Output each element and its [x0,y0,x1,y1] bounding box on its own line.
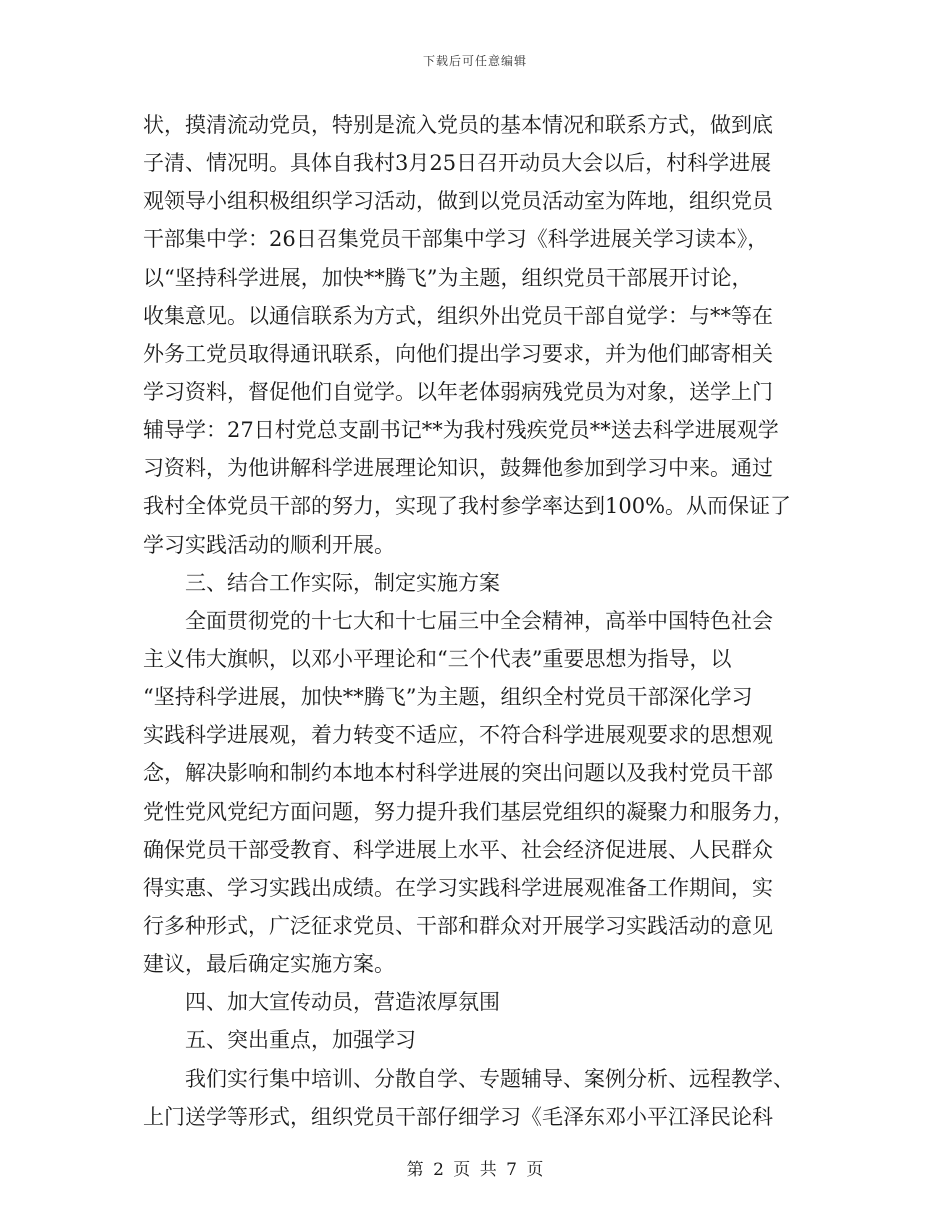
text-line: 状，摸清流动党员，特别是流入党员的基本情况和联系方式，做到底 [143,113,773,137]
text-line: 上门送学等形式，组织党员干部仔细学习《毛泽东邓小平江泽民论科 [143,1104,773,1129]
text-line: 四、加大宣传动员，营造浓厚氛围 [185,990,500,1015]
text-line: 观领导小组积极组织学习活动，做到以党员活动室为阵地，组织党员 [143,189,773,214]
text-line: 三、结合工作实际，制定实施方案 [185,570,500,595]
text-line: “坚持科学进展，加快**腾飞”为主题，组织全村党员干部深化学习 [143,685,753,710]
text-line: 我们实行集中培训、分散自学、专题辅导、案例分析、远程教学、 [185,1066,794,1091]
page-header: 下载后可任意编辑 [422,54,527,68]
text-line: 主义伟大旗帜，以邓小平理论和“三个代表”重要思想为指导，以 [143,646,732,671]
text-line: 行多种形式，广泛征求党员、干部和群众对开展学习实践活动的意见 [143,913,773,938]
text-line: 学习实践活动的顺利开展。 [143,532,395,557]
text-line: 党性党风党纪方面问题，努力提升我们基层党组织的凝聚力和服务力， [143,799,794,824]
text-line: 辅导学：27日村党总支副书记**为我村残疾党员**送去科学进展观学 [143,418,779,443]
text-line: 学习资料，督促他们自觉学。以年老体弱病残党员为对象，送学上门 [143,379,773,404]
text-line: 建议，最后确定实施方案。 [143,952,395,977]
text-line: 外务工党员取得通讯联系，向他们提出学习要求，并为他们邮寄相关 [143,341,773,366]
text-line: 干部集中学：26日召集党员干部集中学习《科学进展关学习读本》， [143,227,769,252]
page-footer: 第 2 页 共 7 页 [406,1160,544,1180]
text-line: 确保党员干部受教育、科学进展上水平、社会经济促进展、人民群众 [143,837,773,862]
text-line: 以“坚持科学进展，加快**腾飞”为主题，组织党员干部展开讨论， [143,265,753,290]
text-line: 我村全体党员干部的努力，实现了我村参学率达到100%。从而保证了 [143,494,792,519]
text-line: 子清、情况明。具体自我村3月25日召开动员大会以后，村科学进展 [143,151,772,176]
text-line: 收集意见。以通信联系为方式，组织外出党员干部自觉学：与**等在 [143,303,773,328]
text-line: 念，解决影响和制约本地本村科学进展的突出问题以及我村党员干部 [143,761,773,786]
text-line: 习资料，为他讲解科学进展理论知识，鼓舞他参加到学习中来。通过 [143,456,773,481]
text-line: 得实惠、学习实践出成绩。在学习实践科学进展观准备工作期间，实 [143,875,773,900]
text-line: 全面贯彻党的十七大和十七届三中全会精神，高举中国特色社会 [185,608,773,633]
text-line: 实践科学进展观，着力转变不适应，不符合科学进展观要求的思想观 [143,723,773,748]
text-line: 五、突出重点，加强学习 [185,1028,416,1053]
document-body [143,106,823,1136]
